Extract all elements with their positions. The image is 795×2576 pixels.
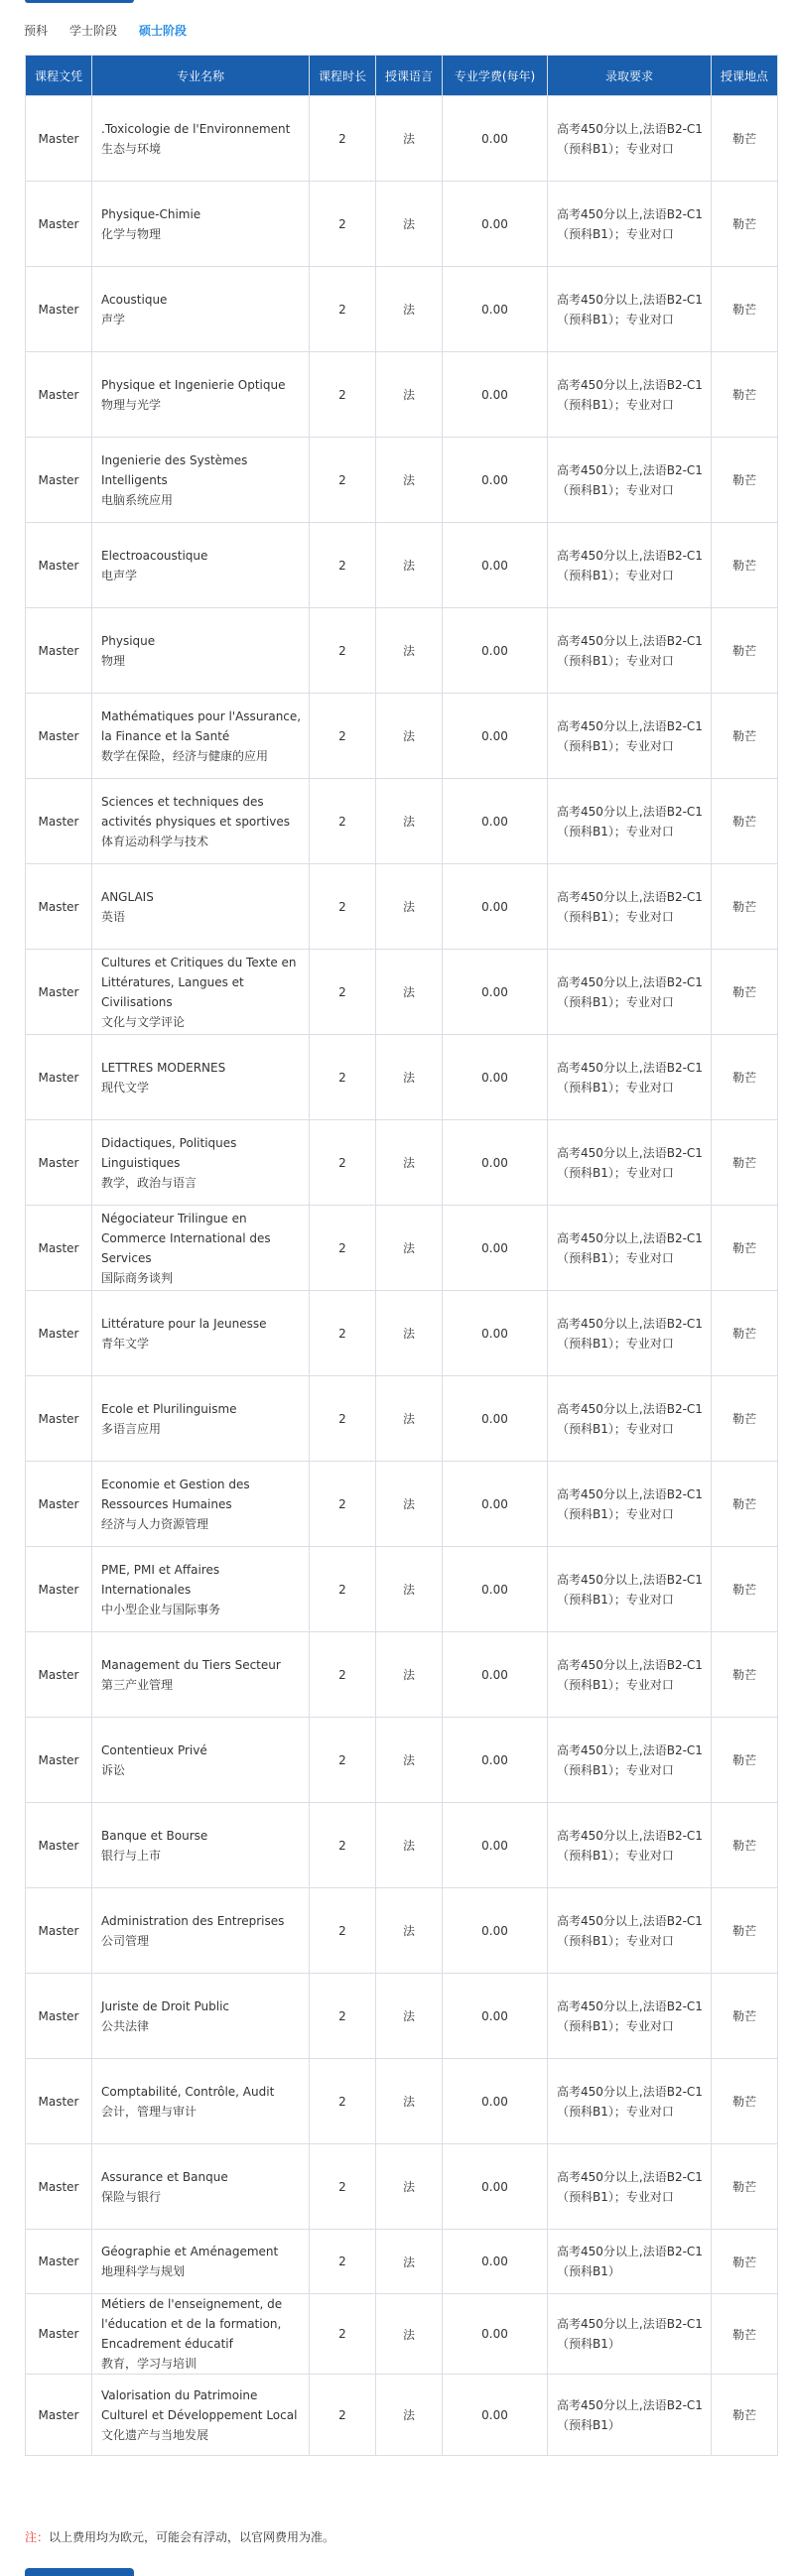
cell-duration: 2: [310, 1376, 376, 1462]
table-body: [26, 96, 778, 2456]
cell-duration: 2: [310, 267, 376, 352]
table-row: [26, 694, 778, 779]
cell-language: 法: [376, 864, 443, 950]
cell-tuition: 0.00: [443, 1547, 548, 1632]
cell-language: 法: [376, 2144, 443, 2230]
cell-diploma: Master: [26, 1974, 92, 2059]
cell-duration: 2: [310, 1035, 376, 1120]
cell-diploma: Master: [26, 96, 92, 182]
cell-diploma: Master: [26, 864, 92, 950]
program-name-zh: 文化遗产与当地发展: [101, 2427, 209, 2442]
cell-program-name: [92, 779, 310, 864]
program-name-zh: 生态与环境: [101, 141, 162, 156]
program-name-zh: 电脑系统应用: [101, 492, 174, 507]
program-name-fr: Ingenierie des Systèmes Intelligents: [101, 452, 248, 487]
cell-language: 法: [376, 1035, 443, 1120]
cell-diploma: Master: [26, 1376, 92, 1462]
table-row: [26, 1632, 778, 1718]
cell-requirement: 高考450分以上,法语B2-C1（预科B1）；专业对口: [548, 1888, 712, 1974]
cell-tuition: 0.00: [443, 1632, 548, 1718]
cell-requirement: 高考450分以上,法语B2-C1（预科B1）；专业对口: [548, 779, 712, 864]
cell-program-name: [92, 2144, 310, 2230]
cell-language: 法: [376, 352, 443, 438]
cell-requirement: 高考450分以上,法语B2-C1（预科B1）；专业对口: [548, 694, 712, 779]
cell-tuition: 0.00: [443, 864, 548, 950]
cell-requirement: 高考450分以上,法语B2-C1（预科B1）；专业对口: [548, 608, 712, 694]
table-row: [26, 438, 778, 523]
table-row: [26, 1803, 778, 1888]
cell-language: 法: [376, 182, 443, 267]
cell-location: 勒芒: [712, 2375, 778, 2456]
program-name-zh: 现代文学: [101, 1080, 150, 1095]
fee-note: [25, 2528, 334, 2545]
cell-language: 法: [376, 1974, 443, 2059]
cell-tuition: 0.00: [443, 267, 548, 352]
cell-duration: 2: [310, 1291, 376, 1376]
table-row: [26, 1974, 778, 2059]
program-name-zh: 公司管理: [101, 1933, 150, 1948]
cell-requirement: 高考450分以上,法语B2-C1（预科B1）；专业对口: [548, 182, 712, 267]
cell-location: 勒芒: [712, 1376, 778, 1462]
cell-diploma: Master: [26, 267, 92, 352]
cell-duration: 2: [310, 864, 376, 950]
cell-program-name: [92, 1547, 310, 1632]
program-name-fr: Métiers de l'enseignement, de l'éducation et de la formation, Encadrement éducatif: [101, 2297, 283, 2351]
cell-tuition: 0.00: [443, 608, 548, 694]
table-row: [26, 1206, 778, 1291]
table-row: [26, 1718, 778, 1803]
program-name-fr: LETTRES MODERNES: [101, 1060, 226, 1075]
table-row: [26, 950, 778, 1035]
cell-program-name: [92, 523, 310, 608]
cell-program-name: [92, 2294, 310, 2375]
cell-program-name: [92, 182, 310, 267]
table-row: [26, 864, 778, 950]
cell-duration: 2: [310, 2059, 376, 2144]
cell-program-name: [92, 608, 310, 694]
program-name-fr: Littérature pour la Jeunesse: [101, 1316, 267, 1331]
tab-bachelor[interactable]: 学士阶段: [69, 24, 118, 38]
cell-location: 勒芒: [712, 950, 778, 1035]
bottom-tab-indicator: [25, 2568, 134, 2576]
cell-diploma: Master: [26, 182, 92, 267]
cell-program-name: [92, 1718, 310, 1803]
program-name-fr: Acoustique: [101, 292, 168, 307]
program-name-zh: 多语言应用: [101, 1421, 162, 1436]
cell-language: 法: [376, 2375, 443, 2456]
cell-diploma: Master: [26, 2294, 92, 2375]
cell-diploma: Master: [26, 1462, 92, 1547]
table-row: [26, 352, 778, 438]
cell-program-name: [92, 1120, 310, 1206]
program-name-zh: 体育运动科学与技术: [101, 834, 209, 848]
cell-requirement: 高考450分以上,法语B2-C1（预科B1）；专业对口: [548, 2059, 712, 2144]
cell-language: 法: [376, 2294, 443, 2375]
cell-requirement: 高考450分以上,法语B2-C1（预科B1）；专业对口: [548, 1120, 712, 1206]
cell-requirement: 高考450分以上,法语B2-C1（预科B1）；专业对口: [548, 2144, 712, 2230]
program-name-fr: Contentieux Privé: [101, 1742, 207, 1757]
program-name-fr: Géographie et Aménagement: [101, 2245, 279, 2258]
cell-duration: 2: [310, 438, 376, 523]
cell-location: 勒芒: [712, 2144, 778, 2230]
cell-tuition: 0.00: [443, 1462, 548, 1547]
program-name-fr: Cultures et Critiques du Texte en Littératures, Langues et Civilisations: [101, 955, 297, 1009]
note-text: 以上费用均为欧元，可能会有浮动，以官网费用为准。: [49, 2530, 335, 2544]
cell-language: 法: [376, 96, 443, 182]
cell-program-name: [92, 694, 310, 779]
program-name-zh: 英语: [101, 909, 126, 924]
cell-program-name: [92, 1632, 310, 1718]
cell-location: 勒芒: [712, 96, 778, 182]
cell-language: 法: [376, 1291, 443, 1376]
cell-program-name: [92, 864, 310, 950]
program-name-fr: Juriste de Droit Public: [101, 1998, 229, 2013]
cell-tuition: 0.00: [443, 182, 548, 267]
cell-requirement: 高考450分以上,法语B2-C1（预科B1）；专业对口: [548, 438, 712, 523]
cell-language: 法: [376, 267, 443, 352]
table-row: [26, 2230, 778, 2294]
cell-tuition: 0.00: [443, 96, 548, 182]
cell-language: 法: [376, 1120, 443, 1206]
cell-tuition: 0.00: [443, 1120, 548, 1206]
cell-duration: 2: [310, 1547, 376, 1632]
cell-program-name: [92, 1376, 310, 1462]
cell-language: 法: [376, 1376, 443, 1462]
table-row: [26, 608, 778, 694]
cell-duration: 2: [310, 182, 376, 267]
program-name-fr: Négociateur Trilingue en Commerce International des Services: [101, 1211, 271, 1265]
program-name-zh: 化学与物理: [101, 226, 162, 241]
cell-duration: 2: [310, 1718, 376, 1803]
cell-requirement: 高考450分以上,法语B2-C1（预科B1）；专业对口: [548, 1632, 712, 1718]
cell-requirement: 高考450分以上,法语B2-C1（预科B1）: [548, 2294, 712, 2375]
cell-requirement: 高考450分以上,法语B2-C1（预科B1）；专业对口: [548, 1718, 712, 1803]
program-name-fr: Mathématiques pour l'Assurance, la Finance et la Santé: [101, 708, 302, 743]
cell-duration: 2: [310, 523, 376, 608]
program-name-zh: 诉讼: [101, 1762, 126, 1777]
cell-tuition: 0.00: [443, 2230, 548, 2294]
cell-diploma: Master: [26, 1291, 92, 1376]
cell-language: 法: [376, 2059, 443, 2144]
cell-location: 勒芒: [712, 779, 778, 864]
cell-diploma: Master: [26, 779, 92, 864]
cell-location: 勒芒: [712, 608, 778, 694]
table-row: [26, 182, 778, 267]
cell-language: 法: [376, 1462, 443, 1547]
program-name-zh: 公共法律: [101, 2018, 150, 2033]
program-name-fr: ANGLAIS: [101, 889, 154, 904]
cell-program-name: [92, 950, 310, 1035]
cell-duration: 2: [310, 608, 376, 694]
cell-duration: 2: [310, 1206, 376, 1291]
note-label: 注：: [25, 2530, 50, 2544]
table-header-row: [26, 56, 778, 96]
cell-tuition: 0.00: [443, 2144, 548, 2230]
cell-requirement: 高考450分以上,法语B2-C1（预科B1）；专业对口: [548, 96, 712, 182]
cell-duration: 2: [310, 1803, 376, 1888]
program-name-fr: Physique: [101, 633, 156, 648]
cell-language: 法: [376, 608, 443, 694]
cell-diploma: Master: [26, 1803, 92, 1888]
cell-duration: 2: [310, 1462, 376, 1547]
table-row: [26, 1376, 778, 1462]
cell-tuition: 0.00: [443, 1974, 548, 2059]
program-name-fr: Ecole et Plurilinguisme: [101, 1401, 237, 1416]
cell-requirement: 高考450分以上,法语B2-C1（预科B1）；专业对口: [548, 1206, 712, 1291]
program-name-zh: 文化与文学评论: [101, 1014, 186, 1029]
table-row: [26, 1291, 778, 1376]
cell-language: 法: [376, 2230, 443, 2294]
cell-program-name: [92, 1803, 310, 1888]
cell-location: 勒芒: [712, 1291, 778, 1376]
table-row: [26, 779, 778, 864]
cell-program-name: [92, 2059, 310, 2144]
cell-location: 勒芒: [712, 523, 778, 608]
cell-language: 法: [376, 1547, 443, 1632]
cell-location: 勒芒: [712, 1462, 778, 1547]
table-row: [26, 2144, 778, 2230]
cell-program-name: [92, 1974, 310, 2059]
cell-location: 勒芒: [712, 1888, 778, 1974]
cell-duration: 2: [310, 694, 376, 779]
program-name-fr: Physique et Ingenierie Optique: [101, 377, 286, 392]
cell-location: 勒芒: [712, 1547, 778, 1632]
cell-diploma: Master: [26, 1888, 92, 1974]
cell-language: 法: [376, 1888, 443, 1974]
tab-master[interactable]: 硕士阶段: [139, 24, 188, 38]
cell-diploma: Master: [26, 2144, 92, 2230]
cell-program-name: [92, 96, 310, 182]
header-duration: 课程时长: [310, 56, 376, 96]
program-name-zh: 物理: [101, 653, 126, 668]
program-name-fr: Economie et Gestion des Ressources Humaines: [101, 1477, 250, 1511]
cell-language: 法: [376, 1718, 443, 1803]
cell-location: 勒芒: [712, 267, 778, 352]
cell-duration: 2: [310, 1632, 376, 1718]
cell-requirement: 高考450分以上,法语B2-C1（预科B1）；专业对口: [548, 950, 712, 1035]
cell-requirement: 高考450分以上,法语B2-C1（预科B1）；专业对口: [548, 352, 712, 438]
cell-tuition: 0.00: [443, 352, 548, 438]
program-name-zh: 教学，政治与语言: [101, 1175, 198, 1190]
header-diploma: 课程文凭: [26, 56, 92, 96]
cell-tuition: 0.00: [443, 523, 548, 608]
cell-tuition: 0.00: [443, 950, 548, 1035]
cell-diploma: Master: [26, 2375, 92, 2456]
cell-requirement: 高考450分以上,法语B2-C1（预科B1）；专业对口: [548, 1035, 712, 1120]
cell-tuition: 0.00: [443, 2059, 548, 2144]
program-name-zh: 青年文学: [101, 1336, 150, 1351]
cell-duration: 2: [310, 779, 376, 864]
table-row: [26, 1120, 778, 1206]
cell-diploma: Master: [26, 950, 92, 1035]
cell-tuition: 0.00: [443, 1291, 548, 1376]
cell-program-name: [92, 2230, 310, 2294]
program-name-fr: Didactiques, Politiques Linguistiques: [101, 1135, 237, 1170]
cell-language: 法: [376, 694, 443, 779]
cell-duration: 2: [310, 1974, 376, 2059]
cell-diploma: Master: [26, 2230, 92, 2294]
cell-location: 勒芒: [712, 864, 778, 950]
program-name-zh: 电声学: [101, 568, 138, 582]
tab-foundation[interactable]: 预科: [24, 24, 49, 38]
program-name-zh: 地理科学与规划: [101, 2264, 186, 2278]
cell-tuition: 0.00: [443, 2294, 548, 2375]
cell-language: 法: [376, 1206, 443, 1291]
cell-diploma: Master: [26, 438, 92, 523]
cell-tuition: 0.00: [443, 1888, 548, 1974]
cell-duration: 2: [310, 2230, 376, 2294]
program-name-fr: PME, PMI et Affaires Internationales: [101, 1562, 220, 1597]
program-name-fr: Management du Tiers Secteur: [101, 1657, 281, 1672]
table-row: [26, 267, 778, 352]
cell-duration: 2: [310, 2294, 376, 2375]
cell-diploma: Master: [26, 352, 92, 438]
top-tab-indicator: [25, 0, 134, 3]
cell-language: 法: [376, 779, 443, 864]
cell-duration: 2: [310, 1888, 376, 1974]
cell-tuition: 0.00: [443, 1035, 548, 1120]
cell-location: 勒芒: [712, 1120, 778, 1206]
table-row: [26, 1547, 778, 1632]
header-requirement: 录取要求: [548, 56, 712, 96]
cell-location: 勒芒: [712, 2230, 778, 2294]
program-name-fr: Banque et Bourse: [101, 1828, 208, 1843]
cell-requirement: 高考450分以上,法语B2-C1（预科B1）: [548, 2230, 712, 2294]
program-name-fr: Assurance et Banque: [101, 2169, 228, 2184]
cell-diploma: Master: [26, 1718, 92, 1803]
cell-location: 勒芒: [712, 694, 778, 779]
program-name-zh: 银行与上市: [101, 1848, 162, 1863]
cell-requirement: 高考450分以上,法语B2-C1（预科B1）；专业对口: [548, 864, 712, 950]
program-name-zh: 会计，管理与审计: [101, 2104, 198, 2119]
cell-program-name: [92, 1206, 310, 1291]
cell-tuition: 0.00: [443, 1718, 548, 1803]
cell-requirement: 高考450分以上,法语B2-C1（预科B1）: [548, 2375, 712, 2456]
table-row: [26, 2059, 778, 2144]
cell-diploma: Master: [26, 523, 92, 608]
cell-requirement: 高考450分以上,法语B2-C1（预科B1）；专业对口: [548, 267, 712, 352]
cell-language: 法: [376, 523, 443, 608]
cell-requirement: 高考450分以上,法语B2-C1（预科B1）；专业对口: [548, 1462, 712, 1547]
cell-program-name: [92, 1035, 310, 1120]
cell-language: 法: [376, 438, 443, 523]
cell-location: 勒芒: [712, 1974, 778, 2059]
cell-duration: 2: [310, 352, 376, 438]
cell-requirement: 高考450分以上,法语B2-C1（预科B1）；专业对口: [548, 1547, 712, 1632]
table-row: [26, 96, 778, 182]
table-row: [26, 523, 778, 608]
cell-location: 勒芒: [712, 182, 778, 267]
cell-duration: 2: [310, 950, 376, 1035]
header-program-name: 专业名称: [92, 56, 310, 96]
cell-duration: 2: [310, 2375, 376, 2456]
cell-duration: 2: [310, 2144, 376, 2230]
cell-program-name: [92, 1291, 310, 1376]
cell-language: 法: [376, 1632, 443, 1718]
cell-tuition: 0.00: [443, 694, 548, 779]
header-location: 授课地点: [712, 56, 778, 96]
cell-program-name: [92, 1888, 310, 1974]
program-name-zh: 第三产业管理: [101, 1677, 174, 1692]
table-row: [26, 1462, 778, 1547]
cell-tuition: 0.00: [443, 1206, 548, 1291]
cell-diploma: Master: [26, 608, 92, 694]
cell-location: 勒芒: [712, 2294, 778, 2375]
program-name-zh: 国际商务谈判: [101, 1270, 174, 1285]
cell-language: 法: [376, 950, 443, 1035]
cell-program-name: [92, 438, 310, 523]
program-table: [25, 55, 778, 2456]
cell-requirement: 高考450分以上,法语B2-C1（预科B1）；专业对口: [548, 1803, 712, 1888]
program-name-fr: Administration des Entreprises: [101, 1913, 285, 1928]
stage-tabs: [24, 22, 208, 40]
cell-tuition: 0.00: [443, 779, 548, 864]
program-name-zh: 数学在保险，经济与健康的应用: [101, 748, 269, 763]
cell-location: 勒芒: [712, 438, 778, 523]
cell-location: 勒芒: [712, 1206, 778, 1291]
cell-requirement: 高考450分以上,法语B2-C1（预科B1）；专业对口: [548, 1974, 712, 2059]
header-language: 授课语言: [376, 56, 443, 96]
program-name-zh: 保险与银行: [101, 2189, 162, 2204]
cell-tuition: 0.00: [443, 2375, 548, 2456]
cell-tuition: 0.00: [443, 438, 548, 523]
cell-location: 勒芒: [712, 1718, 778, 1803]
program-name-fr: Comptabilité, Contrôle, Audit: [101, 2084, 275, 2099]
table-row: [26, 2375, 778, 2456]
cell-program-name: [92, 267, 310, 352]
cell-location: 勒芒: [712, 2059, 778, 2144]
cell-program-name: [92, 352, 310, 438]
table-row: [26, 2294, 778, 2375]
header-tuition: 专业学费(每年): [443, 56, 548, 96]
cell-diploma: Master: [26, 1632, 92, 1718]
program-name-zh: 物理与光学: [101, 397, 162, 412]
cell-program-name: [92, 1462, 310, 1547]
cell-duration: 2: [310, 1120, 376, 1206]
cell-requirement: 高考450分以上,法语B2-C1（预科B1）；专业对口: [548, 1291, 712, 1376]
program-name-fr: Valorisation du Patrimoine Culturel et Développement Local: [101, 2387, 298, 2422]
program-name-fr: Electroacoustique: [101, 548, 208, 563]
cell-diploma: Master: [26, 1120, 92, 1206]
cell-language: 法: [376, 1803, 443, 1888]
cell-location: 勒芒: [712, 1632, 778, 1718]
program-name-zh: 中小型企业与国际事务: [101, 1602, 221, 1616]
table-row: [26, 1035, 778, 1120]
cell-diploma: Master: [26, 1035, 92, 1120]
program-name-zh: 经济与人力资源管理: [101, 1516, 209, 1531]
cell-program-name: [92, 2375, 310, 2456]
cell-location: 勒芒: [712, 1803, 778, 1888]
cell-diploma: Master: [26, 2059, 92, 2144]
cell-diploma: Master: [26, 1547, 92, 1632]
cell-duration: 2: [310, 96, 376, 182]
cell-diploma: Master: [26, 694, 92, 779]
cell-location: 勒芒: [712, 352, 778, 438]
program-name-zh: 声学: [101, 312, 126, 326]
cell-diploma: Master: [26, 1206, 92, 1291]
program-name-fr: Sciences et techniques des activités physiques et sportives: [101, 794, 290, 829]
program-name-zh: 教育，学习与培训: [101, 2357, 198, 2371]
cell-location: 勒芒: [712, 1035, 778, 1120]
table-row: [26, 1888, 778, 1974]
cell-requirement: 高考450分以上,法语B2-C1（预科B1）；专业对口: [548, 1376, 712, 1462]
cell-requirement: 高考450分以上,法语B2-C1（预科B1）；专业对口: [548, 523, 712, 608]
program-name-fr: Physique-Chimie: [101, 206, 201, 221]
program-name-fr: .Toxicologie de l'Environnement: [101, 121, 291, 136]
cell-tuition: 0.00: [443, 1803, 548, 1888]
cell-tuition: 0.00: [443, 1376, 548, 1462]
